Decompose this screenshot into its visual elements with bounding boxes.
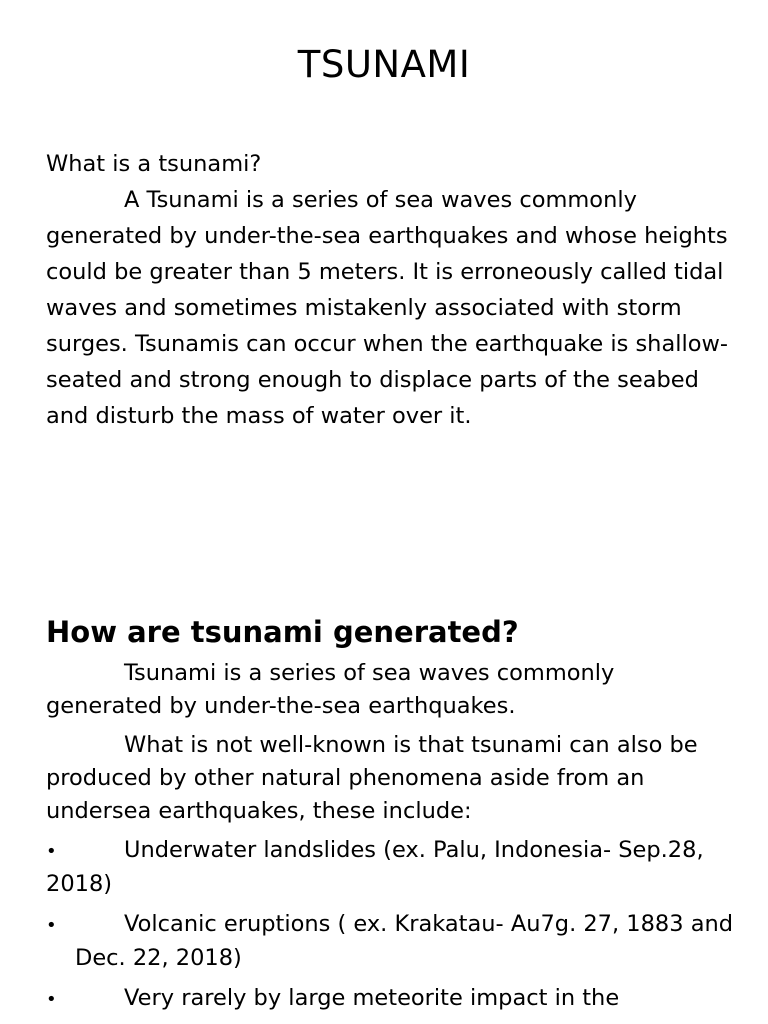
generation-section xyxy=(46,612,736,1023)
cause-list-item xyxy=(46,834,736,901)
cause-list xyxy=(46,834,736,1016)
definition-section xyxy=(46,146,736,434)
bullet-icon: • xyxy=(46,841,57,862)
cause-text: Volcanic eruptions ( ex. Krakatau- Au7g. 27, 1883 and Dec. 22, 2018) xyxy=(75,911,734,971)
definition-question: What is a tsunami? xyxy=(46,151,262,177)
cause-text: Underwater landslides (ex. Palu, Indonesia- Sep.28, 2018) xyxy=(46,837,704,897)
cause-text: Very rarely by large meteorite impact in the xyxy=(124,985,620,1011)
cause-list-item xyxy=(46,982,736,1016)
generation-heading: How are tsunami generated? xyxy=(46,615,519,649)
definition-paragraph: A Tsunami is a series of sea waves commonly generated by under-the-sea earthquakes and whose heights could be greater than 5 meters. It is erroneously called tidal waves and sometimes mistakenly associated with storm surges. Tsunamis can occur when the earthquake is shallow-seated and strong enough to displace parts of the seabed and disturb the mass of water over it. xyxy=(46,187,729,429)
generation-paragraph-1: Tsunami is a series of sea waves commonly generated by under-the-sea earthquakes. xyxy=(46,660,615,719)
bullet-icon: • xyxy=(46,989,57,1010)
generation-paragraph-2: What is not well-known is that tsunami can also be produced by other natural phenomena aside from an undersea earthquakes, these include: xyxy=(46,732,698,824)
page-title: TSUNAMI xyxy=(297,43,471,86)
cause-list-item xyxy=(46,908,736,975)
bullet-icon: • xyxy=(46,915,57,936)
